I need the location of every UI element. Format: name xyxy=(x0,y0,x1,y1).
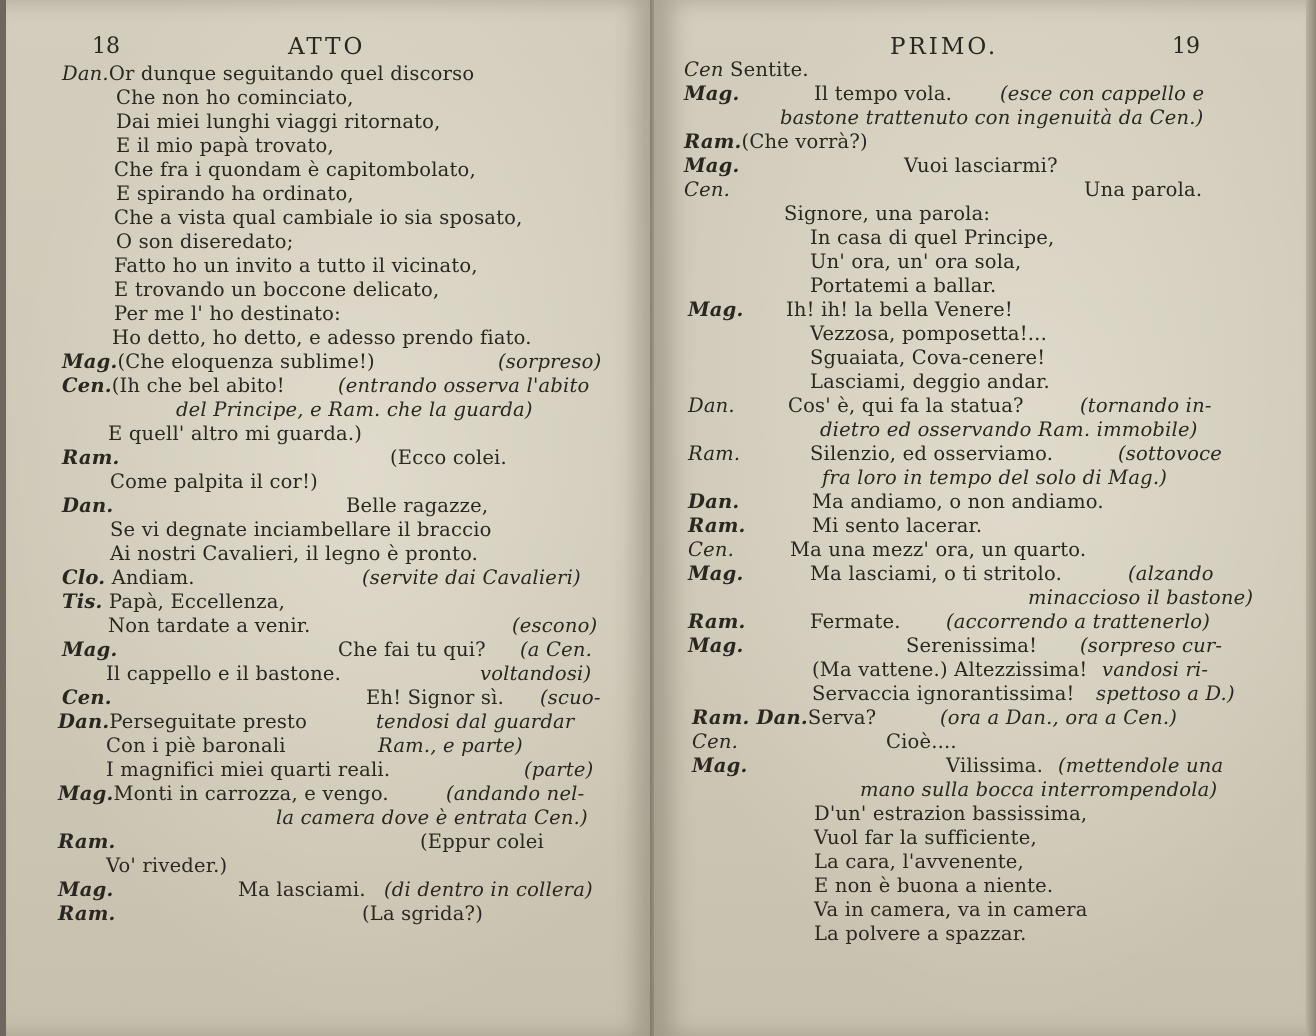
stage-direction: (servite dai Cavalieri) xyxy=(362,566,581,589)
stage-direction: bastone trattenuto con ingenuità da Cen.) xyxy=(780,106,1204,129)
speaker-label: Cen xyxy=(684,58,724,81)
speaker-label: Ram. xyxy=(688,514,746,537)
verse-text: Ma una mezz' ora, un quarto. xyxy=(790,538,1087,561)
verse-text: Cioè.... xyxy=(886,730,957,753)
verse-line: Portatemi a ballar. xyxy=(810,274,997,297)
page-number: 18 xyxy=(92,34,120,59)
stage-direction: spettoso a D.) xyxy=(1096,682,1235,705)
verse-text: Cos' è, qui fa la statua? xyxy=(788,394,1024,417)
speaker-label: Ram. xyxy=(688,610,746,633)
verse-text: Serenissima! xyxy=(906,634,1038,657)
verse-text: Andiam. xyxy=(111,566,195,589)
speaker-label: Dan. xyxy=(688,394,735,417)
stage-direction: dietro ed osservando Ram. immobile) xyxy=(820,418,1198,441)
verse-line: Vuol far la sufficiente, xyxy=(814,826,1037,849)
running-head: ATTO xyxy=(288,34,366,60)
stage-direction: (ora a Dan., ora a Cen.) xyxy=(940,706,1178,729)
verse-text: (Che eloquenza sublime!) xyxy=(117,350,375,373)
verse-line: D'un' estrazion bassissima, xyxy=(814,802,1088,825)
speaker-label: Ram. xyxy=(688,442,741,465)
verse-line xyxy=(684,58,809,82)
speaker-label: Cen. xyxy=(688,538,735,561)
speaker-label: Mag. xyxy=(688,298,744,321)
verse-line: Che fra i quondam è capitombolato, xyxy=(114,158,476,181)
verse-text: Belle ragazze, xyxy=(346,494,489,517)
verse-text: Fermate. xyxy=(810,610,901,633)
verse-line: Come palpita il cor!) xyxy=(110,470,318,493)
verse-line: Lasciami, deggio andar. xyxy=(810,370,1050,393)
verse-text: Una parola. xyxy=(1084,178,1203,201)
verse-line xyxy=(62,374,285,398)
verse-line xyxy=(62,350,375,374)
verse-line: Vo' riveder.) xyxy=(106,854,228,877)
verse-line xyxy=(684,130,868,154)
verse-text: Monti in carrozza, e vengo. xyxy=(113,782,389,805)
speaker-label: Mag. xyxy=(688,562,744,585)
verse-line: La cara, l'avvenente, xyxy=(814,850,1024,873)
stage-direction: fra loro in tempo del solo di Mag.) xyxy=(822,466,1168,489)
stage-direction: (escono) xyxy=(512,614,598,637)
speaker-label: Tis. xyxy=(62,590,103,613)
verse-text: (Ih che bel abito! xyxy=(111,374,285,397)
stage-direction: (di dentro in collera) xyxy=(384,878,593,901)
verse-text: Che fai tu qui? xyxy=(338,638,486,661)
verse-line xyxy=(62,566,195,590)
verse-line: E spirando ha ordinato, xyxy=(116,182,354,205)
verse-line: E quell' altro mi guarda.) xyxy=(108,422,363,445)
speaker-label: Mag. xyxy=(688,634,744,657)
verse-line: Signore, una parola: xyxy=(784,202,991,225)
speaker-label: Dan. xyxy=(58,710,110,733)
verse-text: (Che vorrà?) xyxy=(741,130,868,153)
verse-line: Sguaiata, Cova-cenere! xyxy=(810,346,1046,369)
left-page xyxy=(6,0,654,1036)
speaker-label: Mag. xyxy=(684,154,740,177)
verse-text: Ma lasciami. xyxy=(238,878,366,901)
speaker-label: Cen. xyxy=(62,686,112,709)
verse-line: In casa di quel Principe, xyxy=(810,226,1055,249)
verse-text: Serva? xyxy=(807,706,877,729)
stage-direction: (parte) xyxy=(524,758,594,781)
verse-line: E non è buona a niente. xyxy=(814,874,1054,897)
speaker-label: Dan. xyxy=(62,62,109,85)
verse-line: Non tardate a venir. xyxy=(108,614,311,637)
verse-text: Il tempo vola. xyxy=(814,82,953,105)
verse-line: I magnifici miei quarti reali. xyxy=(106,758,391,781)
speaker-label: Mag. xyxy=(62,350,118,373)
verse-text: Ih! ih! la bella Venere! xyxy=(786,298,1013,321)
right-page xyxy=(654,0,1306,1036)
verse-line xyxy=(62,62,474,86)
verse-line: Ai nostri Cavalieri, il legno è pronto. xyxy=(110,542,479,565)
speaker-label: Ram. xyxy=(62,446,120,469)
stage-direction: (a Cen. xyxy=(520,638,593,661)
page-number: 19 xyxy=(1172,34,1200,59)
verse-text: Silenzio, ed osserviamo. xyxy=(810,442,1054,465)
speaker-label: Mag. xyxy=(58,782,114,805)
speaker-label: Ram. xyxy=(58,830,116,853)
stage-direction: (sottovoce xyxy=(1118,442,1222,465)
verse-text: Ma lasciami, o ti stritolo. xyxy=(810,562,1062,585)
verse-line: Fatto ho un invito a tutto il vicinato, xyxy=(114,254,478,277)
stage-direction: minaccioso il bastone) xyxy=(1028,586,1254,609)
speaker-label: Mag. xyxy=(684,82,740,105)
speaker-label: Dan. xyxy=(62,494,114,517)
stage-direction: (sorpreso) xyxy=(498,350,602,373)
running-head: PRIMO. xyxy=(890,34,999,60)
stage-direction: (accorrendo a trattenerlo) xyxy=(946,610,1211,633)
speaker-label: Mag. xyxy=(58,878,114,901)
stage-direction: (andando nel- xyxy=(446,782,585,805)
verse-line: Con i piè baronali xyxy=(106,734,286,757)
verse-text: Vuoi lasciarmi? xyxy=(904,154,1058,177)
verse-text: Eh! Signor sì. xyxy=(366,686,504,709)
verse-line: Servaccia ignorantissima! xyxy=(812,682,1075,705)
verse-line: Ho detto, ho detto, e adesso prendo fiato. xyxy=(112,326,532,349)
verse-text: (Ecco colei. xyxy=(390,446,507,469)
verse-text: (La sgrida?) xyxy=(362,902,483,925)
verse-text: Papà, Eccellenza, xyxy=(108,590,285,613)
speaker-label: Cen. xyxy=(62,374,112,397)
speaker-label: Ram. Dan. xyxy=(692,706,808,729)
verse-line: E il mio papà trovato, xyxy=(116,134,334,157)
verse-text: Perseguitate presto xyxy=(109,710,308,733)
verse-line xyxy=(58,782,389,806)
stage-direction: (esce con cappello e xyxy=(1000,82,1205,105)
stage-direction: la camera dove è entrata Cen.) xyxy=(276,806,588,829)
stage-direction: (tornando in- xyxy=(1080,394,1212,417)
stage-direction: del Principe, e Ram. che la guarda) xyxy=(176,398,533,421)
stage-direction: Ram., e parte) xyxy=(378,734,523,757)
speaker-label: Mag. xyxy=(62,638,118,661)
speaker-label: Ram. xyxy=(684,130,742,153)
verse-line: Un' ora, un' ora sola, xyxy=(810,250,1022,273)
stage-direction: (alzando xyxy=(1128,562,1214,585)
stage-direction: mano sulla bocca interrompendola) xyxy=(860,778,1218,801)
stage-direction: (entrando osserva l'abito xyxy=(338,374,590,397)
stage-direction: (scuo- xyxy=(540,686,601,709)
right-book-edge xyxy=(1306,0,1316,1036)
stage-direction: (sorpreso cur- xyxy=(1080,634,1223,657)
verse-text: Sentite. xyxy=(730,58,809,81)
verse-line: Vezzosa, pomposetta!... xyxy=(810,322,1047,345)
verse-line xyxy=(58,710,307,734)
speaker-label: Mag. xyxy=(692,754,748,777)
verse-line: E trovando un boccone delicato, xyxy=(114,278,440,301)
verse-line: Il cappello e il bastone. xyxy=(106,662,342,685)
verse-line xyxy=(692,706,876,730)
speaker-label: Dan. xyxy=(688,490,740,513)
stage-direction: voltandosi) xyxy=(480,662,592,685)
verse-text: (Eppur colei xyxy=(420,830,544,853)
verse-line: Per me l' ho destinato: xyxy=(114,302,341,325)
verse-line: Va in camera, va in camera xyxy=(814,898,1088,921)
verse-line: Se vi degnate inciambellare il braccio xyxy=(110,518,492,541)
verse-line: Che non ho cominciato, xyxy=(116,86,354,109)
speaker-label: Ram. xyxy=(58,902,116,925)
verse-line: (Ma vattene.) Altezzissima! xyxy=(812,658,1088,681)
speaker-label: Cen. xyxy=(692,730,739,753)
stage-direction: tendosi dal guardar xyxy=(376,710,575,733)
verse-text: Ma andiamo, o non andiamo. xyxy=(812,490,1104,513)
verse-line: O son diseredato; xyxy=(116,230,294,253)
verse-line: Dai miei lunghi viaggi ritornato, xyxy=(116,110,441,133)
verse-line: Che a vista qual cambiale io sia sposato, xyxy=(114,206,523,229)
verse-line: La polvere a spazzar. xyxy=(814,922,1027,945)
speaker-label: Cen. xyxy=(684,178,731,201)
speaker-label: Clo. xyxy=(62,566,106,589)
stage-direction: (mettendole una xyxy=(1058,754,1224,777)
verse-text: Mi sento lacerar. xyxy=(812,514,983,537)
stage-direction: vandosi ri- xyxy=(1102,658,1209,681)
verse-text: Or dunque seguitando quel discorso xyxy=(108,62,475,85)
verse-line xyxy=(62,590,285,614)
verse-text: Vilissima. xyxy=(946,754,1044,777)
